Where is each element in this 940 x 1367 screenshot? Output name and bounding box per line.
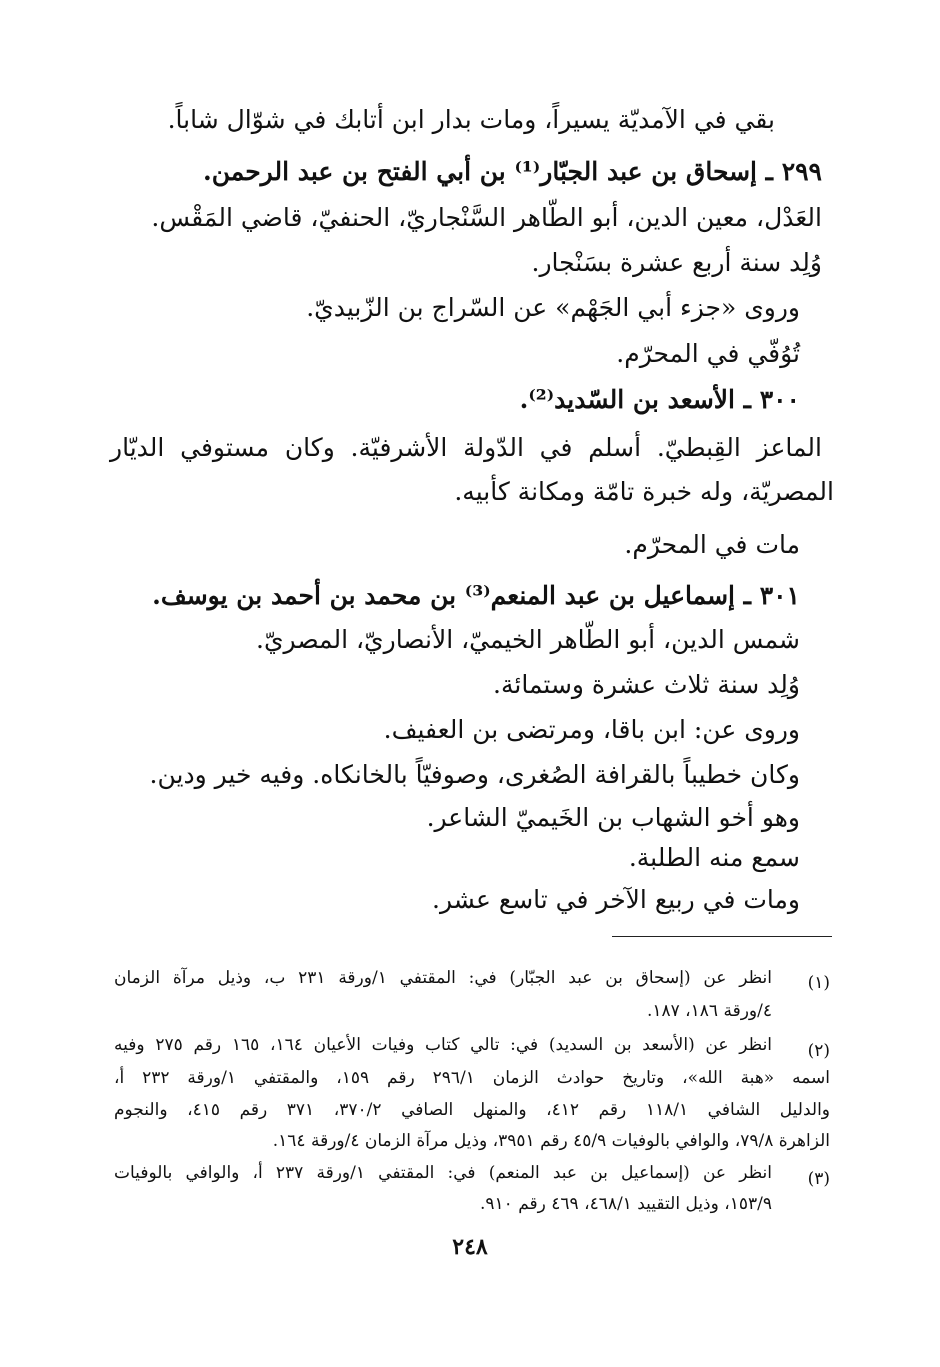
entry-heading-301: ٣٠١ ـ إسماعيل بن عبد المنعم⁽³⁾ بن محمد بن أحمد بن يوسف. xyxy=(152,581,800,610)
text-line: وُلِد سنة أربع عشرة بسَنْجار. xyxy=(531,248,822,277)
text-line: بقي في الآمديّة يسيراً، ومات بدار ابن أتابك في شوّال شاباً. xyxy=(167,105,775,134)
entry-heading-300: ٣٠٠ ـ الأسعد بن السّديد⁽²⁾. xyxy=(519,385,800,414)
text-line: وُلِد سنة ثلاث عشرة وستمائة. xyxy=(493,670,800,699)
footnote-line: انظر عن (الأسعد بن السديد) في: تالي كتاب وفيات الأعيان ١٦٤، ١٦٥ رقم ٢٧٥ وفيه xyxy=(114,1035,773,1055)
footnote-number: (٣) xyxy=(807,1169,830,1189)
footnote-line: الزاهرة ٧٩/٨، والوافي بالوفيات ٤٥/٩ رقم ٣٩٥١، وذيل مرآة الزمان ٤/ورقة ١٦٤. xyxy=(272,1131,830,1151)
entry-heading-299: ٢٩٩ ـ إسحاق بن عبد الجبّار⁽¹⁾ بن أبي الفتح بن عبد الرحمن. xyxy=(203,157,822,186)
text-line: وروى عن: ابن باقا، ومرتضى بن العفيف. xyxy=(383,715,800,744)
text-line: الماعز القِبطيّ. أسلم في الدّولة الأشرفيّة. وكان مستوفي الديّار xyxy=(110,433,822,462)
footnote-line: ٤/ورقة ١٨٦، ١٨٧. xyxy=(646,1001,772,1021)
footnote-separator xyxy=(612,936,832,937)
page-number: ٢٤٨ xyxy=(452,1234,488,1260)
footnote-line: ١٥٣/٩، وذيل التقييد ٤٦٨/١، ٤٦٩ رقم ٩١٠. xyxy=(479,1194,772,1214)
text-line: وروى «جزء أبي الجَهْم» عن السّراج بن الزّبيديّ. xyxy=(306,293,800,322)
text-line: مات في المحرّم. xyxy=(624,530,800,559)
text-line: وكان خطيباً بالقرافة الصُغرى، وصوفيّاً بالخانكاه. وفيه خير ودين. xyxy=(149,760,800,789)
footnote-number: (٢) xyxy=(807,1041,830,1061)
text-line: سمع منه الطلبة. xyxy=(628,843,800,872)
text-line: ومات في ربيع الآخر في تاسع عشر. xyxy=(432,885,800,914)
text-line: المصريّة، وله خبرة تامّة ومكانة كأبيه. xyxy=(454,477,834,506)
text-line: تُوُفّي في المحرّم. xyxy=(616,339,800,368)
footnote-number: (١) xyxy=(807,973,830,993)
text-line: وهو أخو الشهاب بن الخَيميّ الشاعر. xyxy=(426,803,800,832)
text-line: العَدْل، معين الدين، أبو الطّاهر السَّنْجاريّ، الحنفيّ، قاضي المَقْس. xyxy=(151,203,822,232)
text-line: شمس الدين، أبو الطّاهر الخيميّ، الأنصاريّ، المصريّ. xyxy=(256,625,800,654)
footnote-line: انظر عن (إسماعيل بن عبد المنعم) في: المقتفي ١/ورقة ٢٣٧ أ، والوافي بالوفيات xyxy=(114,1163,772,1183)
footnote-line: اسمه «هبة الله»، وتاريخ حوادث الزمان ٢٩٦/١ رقم ١٥٩، والمقتفي ١/ورقة ٢٣٢ أ، xyxy=(114,1068,830,1088)
footnote-line: والدليل الشافي ١١٨/١ رقم ٤١٢، والمنهل الصافي ٣٧٠/٢، ٣٧١ رقم ٤١٥، والنجوم xyxy=(114,1100,831,1120)
footnote-line: انظر عن (إسحاق بن عبد الجبّار) في: المقتفي ١/ورقة ٢٣١ ب، وذيل مرآة الزمان xyxy=(114,968,772,988)
